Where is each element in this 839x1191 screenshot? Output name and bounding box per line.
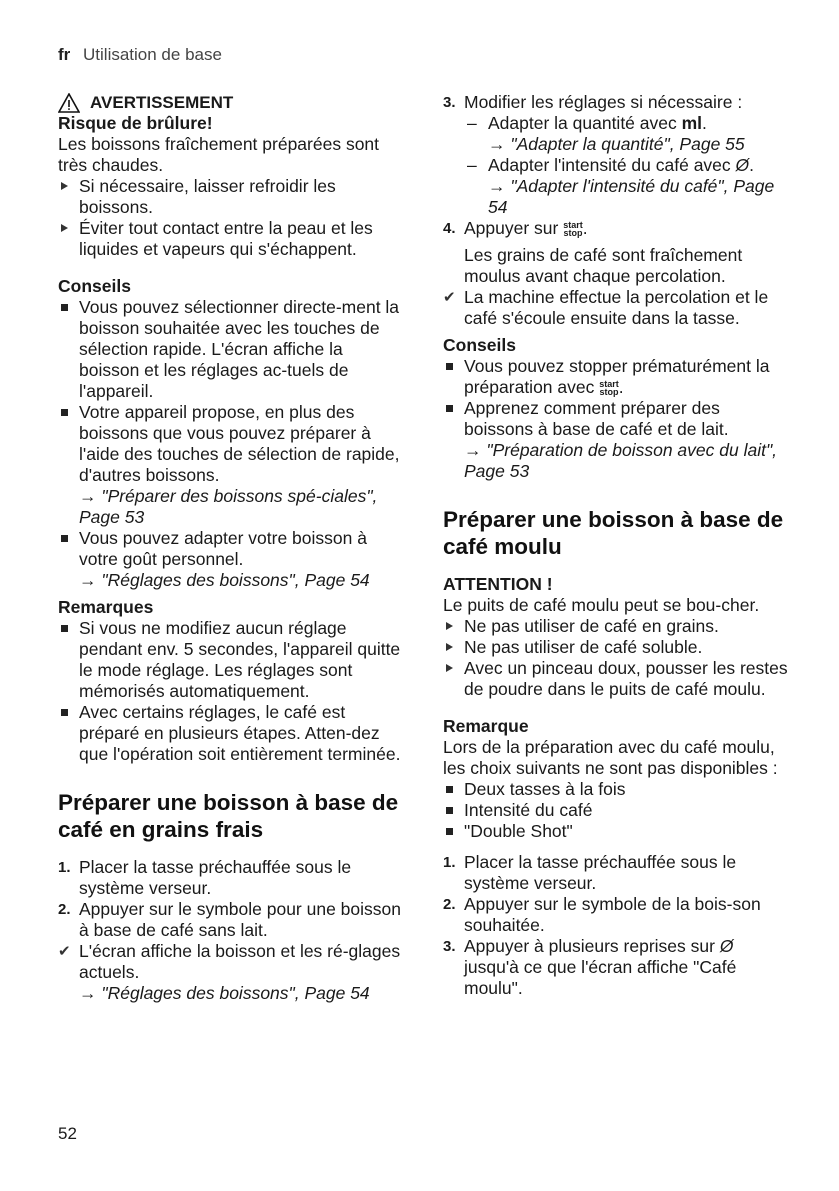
- sub-step: [443, 155, 793, 218]
- list-item-text: Vous pouvez stopper prématurément la préparation avec: [464, 356, 770, 397]
- result-item: [58, 941, 403, 1004]
- checkmark-icon: ✔: [443, 289, 456, 306]
- list-item: [58, 528, 403, 591]
- list-item-text: Votre appareil propose, en plus des boissons que vous pouvez préparer à l'aide des touches de sélection de rapide, d'autres boissons.: [79, 402, 400, 485]
- punctuation: .: [749, 155, 755, 175]
- step-item: [58, 857, 403, 899]
- page-number: 52: [58, 1124, 77, 1143]
- intensity-symbol: Ø: [719, 936, 734, 956]
- list-item: Ne pas utiliser de café en grains.: [443, 616, 793, 637]
- cross-reference-text: "Adapter l'intensité du café", Page 54: [488, 176, 775, 217]
- cross-reference-text: "Réglages des boissons", Page 54: [101, 983, 370, 1003]
- warning-risk: Risque de brûlure!: [58, 113, 213, 133]
- step-text: Appuyer sur le symbole de la bois-son souhaitée.: [464, 894, 761, 935]
- step-item: [443, 894, 793, 936]
- step-text: Appuyer sur le symbole pour une boisson à base de café sans lait.: [79, 899, 401, 940]
- conseils-list: [58, 297, 403, 591]
- list-item-text: Apprenez comment préparer des boissons à base de café et de lait.: [464, 398, 729, 439]
- start-stop-icon: [563, 221, 583, 237]
- list-item: [443, 398, 793, 482]
- list-item: Si vous ne modifiez aucun réglage pendant env. 5 secondes, l'appareil quitte le mode réglage. Les réglages sont mémorisés automatiquement.: [58, 618, 403, 702]
- remarque-text: Lors de la préparation avec du café moulu, les choix suivants ne sont pas disponibles :: [443, 737, 778, 778]
- page-header: [58, 45, 222, 65]
- step-item: [443, 218, 793, 239]
- step-note: Les grains de café sont fraîchement moulus avant chaque percolation.: [464, 245, 743, 286]
- list-item: Deux tasses à la fois: [443, 779, 793, 800]
- step-item: [58, 899, 403, 941]
- dash-marker: –: [467, 113, 477, 133]
- sub-step-text: Adapter la quantité avec: [488, 113, 682, 133]
- list-item: Ne pas utiliser de café soluble.: [443, 637, 793, 658]
- result-text: La machine effectue la percolation et le café s'écoule ensuite dans la tasse.: [464, 287, 769, 328]
- step-number: 3.: [443, 94, 456, 111]
- list-item: [58, 297, 403, 402]
- list-item: Avec un pinceau doux, pousser les restes de poudre dans le puits de café moulu.: [443, 658, 793, 700]
- checkmark-icon: ✔: [58, 943, 71, 960]
- intensity-symbol: Ø: [735, 155, 750, 175]
- conseils-title: Conseils: [58, 276, 131, 296]
- result-item: [443, 287, 793, 329]
- icon-label: start: [563, 220, 583, 231]
- icon-label: stop: [563, 228, 583, 239]
- icon-label: stop: [599, 387, 619, 398]
- list-item-text: Vous pouvez adapter votre boisson à votre goût personnel.: [79, 528, 367, 569]
- punctuation: .: [702, 113, 707, 133]
- sub-step-text: Adapter l'intensité du café avec: [488, 155, 736, 175]
- warning-text: Les boissons fraîchement préparées sont très chaudes.: [58, 134, 380, 175]
- remarque-list: [443, 779, 793, 842]
- step-number: 4.: [443, 220, 456, 237]
- icon-label: start: [599, 379, 619, 390]
- cross-reference: → "Adapter l'intensité du café", Page 54: [488, 176, 775, 217]
- step-text: Placer la tasse préchauffée sous le système verseur.: [79, 857, 352, 898]
- step-text: Appuyer sur: [464, 218, 559, 238]
- steps-list: [443, 852, 793, 999]
- dash-marker: –: [467, 155, 477, 175]
- left-column: [58, 92, 403, 1004]
- remarques-title: Remarques: [58, 597, 154, 617]
- conseils-title: Conseils: [443, 335, 516, 355]
- attention-text: Le puits de café moulu peut se bou-cher.: [443, 595, 760, 615]
- language-code: fr: [58, 45, 71, 64]
- step-item: [443, 852, 793, 894]
- cross-reference-text: "Réglages des boissons", Page 54: [101, 570, 370, 590]
- step-number: 1.: [58, 859, 71, 876]
- cross-reference-text: "Préparation de boisson avec du lait", Page 53: [464, 440, 778, 481]
- cross-reference-text: "Préparer des boissons spé-ciales", Page 53: [79, 486, 378, 527]
- conseils-list: [443, 356, 793, 482]
- step-text: jusqu'à ce que l'écran affiche "Café moulu".: [464, 957, 737, 998]
- right-column: [443, 92, 793, 999]
- cross-reference: → "Préparation de boisson avec du lait", Page 53: [464, 440, 778, 481]
- list-item: "Double Shot": [443, 821, 793, 842]
- step-text: Appuyer à plusieurs reprises sur: [464, 936, 715, 956]
- list-item: [58, 402, 403, 528]
- step-number: 2.: [58, 901, 71, 918]
- cross-reference: → "Adapter la quantité", Page 55: [488, 134, 745, 154]
- remarque-title: Remarque: [443, 716, 529, 736]
- warning-heading: [58, 92, 403, 113]
- step-text: Placer la tasse préchauffée sous le système verseur.: [464, 852, 737, 893]
- quantity-symbol: ml: [681, 113, 703, 133]
- punctuation: .: [582, 218, 588, 238]
- cross-reference-text: "Adapter la quantité", Page 55: [510, 134, 745, 154]
- cross-reference: → "Réglages des boissons", Page 54: [79, 570, 370, 590]
- remarques-list: [58, 618, 403, 765]
- step-item: [443, 936, 793, 999]
- sub-step: [443, 113, 793, 155]
- warning-label: AVERTISSEMENT: [90, 93, 234, 112]
- start-stop-icon: [599, 380, 619, 396]
- attention-list: [443, 616, 793, 700]
- result-text: L'écran affiche la boisson et les ré-glages actuels.: [79, 941, 401, 982]
- list-item: Éviter tout contact entre la peau et les liquides et vapeurs qui s'échappent.: [58, 218, 403, 260]
- list-item: Intensité du café: [443, 800, 793, 821]
- step-item: [443, 92, 793, 113]
- header-title: Utilisation de base: [83, 45, 222, 64]
- steps-list: [58, 857, 403, 1004]
- list-item: Avec certains réglages, le café est préparé en plusieurs étapes. Atten-dez que l'opération soit entièrement terminée.: [58, 702, 403, 765]
- list-item: Si nécessaire, laisser refroidir les boissons.: [58, 176, 403, 218]
- list-item-text: Vous pouvez sélectionner directe-ment la boisson souhaitée avec les touches de sélection rapide. L'écran affiche la boisson et les réglages ac-tuels de l'appareil.: [79, 297, 400, 401]
- warning-triangle-icon: [58, 93, 80, 113]
- step-number: 3.: [443, 938, 456, 955]
- step-number: 2.: [443, 896, 456, 913]
- list-item: Vous pouvez stopper prématurément la préparation avec start stop.: [443, 356, 793, 398]
- warning-list: [58, 176, 403, 260]
- attention-label: ATTENTION !: [443, 574, 553, 594]
- cross-reference: → "Réglages des boissons", Page 54: [79, 983, 370, 1003]
- step-number: 1.: [443, 854, 456, 871]
- section-heading: Préparer une boisson à base de café en grains frais: [58, 790, 399, 842]
- section-heading: Préparer une boisson à base de café moulu: [443, 507, 784, 559]
- cross-reference: → "Préparer des boissons spé-ciales", Page 53: [79, 486, 378, 527]
- step-text: Modifier les réglages si nécessaire :: [464, 92, 743, 112]
